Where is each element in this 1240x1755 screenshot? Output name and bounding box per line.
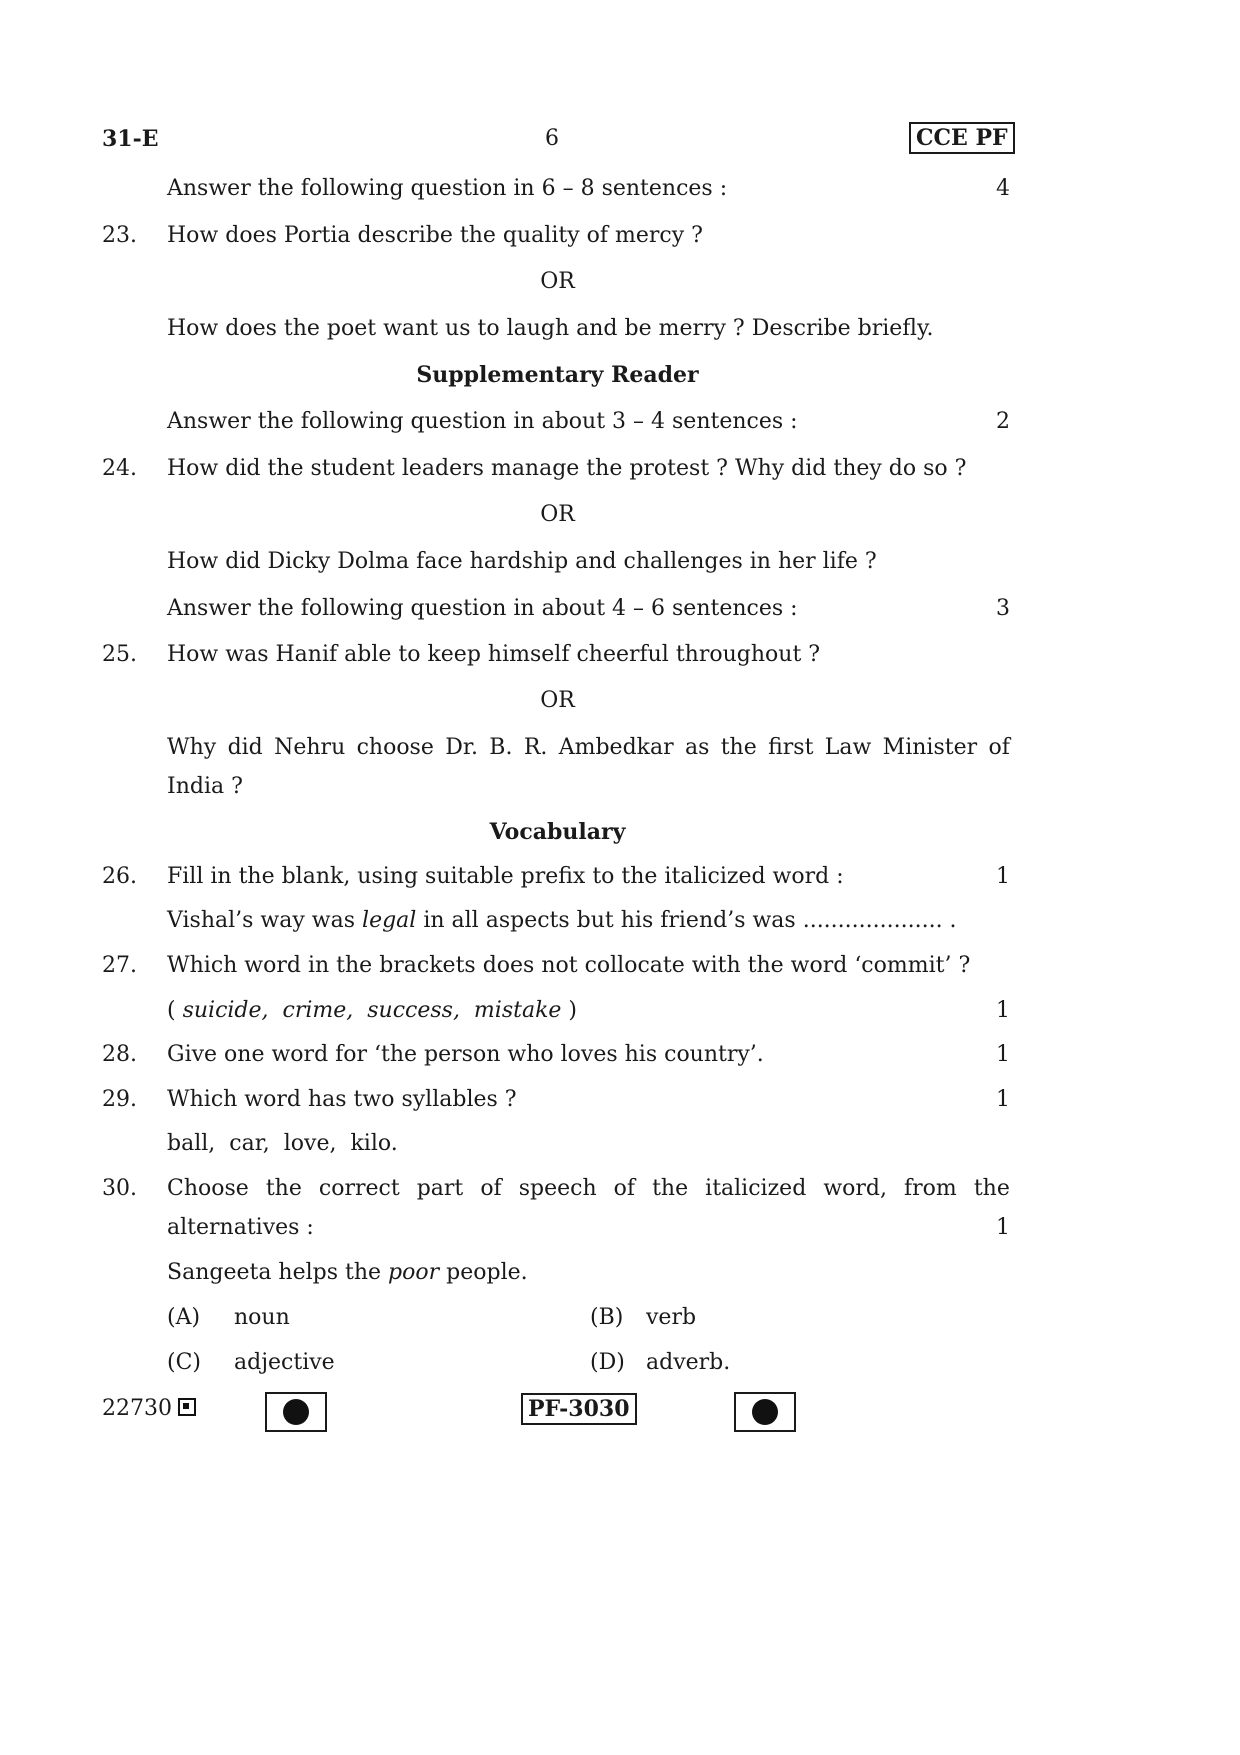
question-number-23: 23. (102, 223, 137, 248)
question-number-27: 27. (102, 953, 137, 978)
option-text: adjective (234, 1350, 335, 1375)
sentence-part: people. (439, 1260, 528, 1285)
question-30-sentence (167, 1260, 528, 1285)
filled-circle-icon (752, 1399, 778, 1425)
word: the (652, 1176, 689, 1201)
question-29: Which word has two syllables ? (167, 1087, 517, 1112)
word: first (768, 735, 814, 760)
question-30-line2: alternatives : (167, 1215, 314, 1240)
registration-mark-box-right (734, 1392, 796, 1432)
footer-paper-code: PF-3030 (521, 1393, 637, 1425)
or-23: OR (540, 269, 575, 294)
word: the (720, 735, 757, 760)
word: part (416, 1176, 464, 1201)
word: B. (489, 735, 513, 760)
instruction-24: Answer the following question in about 3 – 4 sentences : (167, 409, 798, 434)
option-label: (B) (590, 1305, 624, 1330)
footer-code-text: 22730 (102, 1396, 172, 1421)
word: from (904, 1176, 957, 1201)
question-29-options: ball, car, love, kilo. (167, 1131, 398, 1156)
paper-code-right: CCE PF (909, 122, 1015, 154)
marks-23: 4 (996, 176, 1010, 201)
instruction-23: Answer the following question in 6 – 8 sentences : (167, 176, 728, 201)
question-number-24: 24. (102, 456, 137, 481)
sentence-part: Sangeeta helps the (167, 1260, 389, 1285)
question-23-alt: How does the poet want us to laugh and be merry ? Describe briefly. (167, 316, 934, 341)
question-23: How does Portia describe the quality of mercy ? (167, 223, 703, 248)
option-a (167, 1305, 290, 1330)
registration-mark-icon (178, 1398, 196, 1416)
question-number-25: 25. (102, 642, 137, 667)
footer-code (102, 1396, 196, 1421)
italic-word: legal (362, 908, 417, 933)
question-number-28: 28. (102, 1042, 137, 1067)
word: Law (824, 735, 872, 760)
word: of (613, 1176, 636, 1201)
registration-mark-box-left (265, 1392, 327, 1432)
question-30-line1 (167, 1176, 1010, 1201)
bracket: ( (167, 998, 183, 1023)
word: R. (523, 735, 548, 760)
word: choose (356, 735, 434, 760)
option-text: verb (646, 1305, 697, 1330)
word: Ambedkar (558, 735, 674, 760)
question-25-alt-line2: India ? (167, 774, 243, 799)
question-number-30: 30. (102, 1176, 137, 1201)
sentence-part: in all aspects but his friend’s was .................... . (416, 908, 957, 933)
option-text: adverb. (646, 1350, 731, 1375)
section-heading-vocabulary: Vocabulary (489, 819, 626, 845)
question-24: How did the student leaders manage the protest ? Why did they do so ? (167, 456, 967, 481)
option-d (590, 1350, 730, 1375)
marks-30: 1 (996, 1215, 1010, 1240)
question-27: Which word in the brackets does not collocate with the word ‘commit’ ? (167, 953, 971, 978)
word: correct (318, 1176, 400, 1201)
question-26: Fill in the blank, using suitable prefix to the italicized word : (167, 864, 844, 889)
word: as (684, 735, 710, 760)
sentence-part: Vishal’s way was (167, 908, 363, 933)
question-25-alt-line1 (167, 735, 1010, 760)
marks-25: 3 (996, 596, 1010, 621)
word: the (973, 1176, 1010, 1201)
option-label: (D) (590, 1350, 625, 1375)
word: of (480, 1176, 502, 1201)
question-25: How was Hanif able to keep himself cheerful throughout ? (167, 642, 821, 667)
italic-word: poor (388, 1260, 440, 1285)
word: Nehru (274, 735, 346, 760)
word: speech (518, 1176, 597, 1201)
question-27-options (167, 998, 577, 1023)
word: Dr. (445, 735, 478, 760)
paper-code-left: 31-E (102, 126, 159, 152)
marks-24: 2 (996, 409, 1010, 434)
or-25: OR (540, 688, 575, 713)
marks-29: 1 (996, 1087, 1010, 1112)
word: italicized (705, 1176, 807, 1201)
question-number-29: 29. (102, 1087, 137, 1112)
page-number: 6 (545, 126, 559, 151)
option-label: (A) (167, 1305, 201, 1330)
word: the (265, 1176, 302, 1201)
marks-27: 1 (996, 998, 1010, 1023)
option-label: (C) (167, 1350, 201, 1375)
marks-26: 1 (996, 864, 1010, 889)
word: Why (167, 735, 217, 760)
instruction-25: Answer the following question in about 4 – 6 sentences : (167, 596, 798, 621)
marks-28: 1 (996, 1042, 1010, 1067)
or-24: OR (540, 502, 575, 527)
italic-words: suicide, crime, success, mistake (182, 998, 562, 1023)
word: Minister (882, 735, 978, 760)
question-28: Give one word for ‘the person who loves his country’. (167, 1042, 764, 1067)
word: of (988, 735, 1010, 760)
word: did (227, 735, 263, 760)
option-c (167, 1350, 335, 1375)
word: Choose (167, 1176, 249, 1201)
bracket: ) (561, 998, 578, 1023)
question-24-alt: How did Dicky Dolma face hardship and challenges in her life ? (167, 549, 877, 574)
question-number-26: 26. (102, 864, 137, 889)
word: word, (823, 1176, 887, 1201)
section-heading-supplementary: Supplementary Reader (416, 362, 699, 388)
option-text: noun (234, 1305, 290, 1330)
option-b (590, 1305, 696, 1330)
filled-circle-icon (283, 1399, 309, 1425)
question-26-sentence (167, 908, 957, 933)
